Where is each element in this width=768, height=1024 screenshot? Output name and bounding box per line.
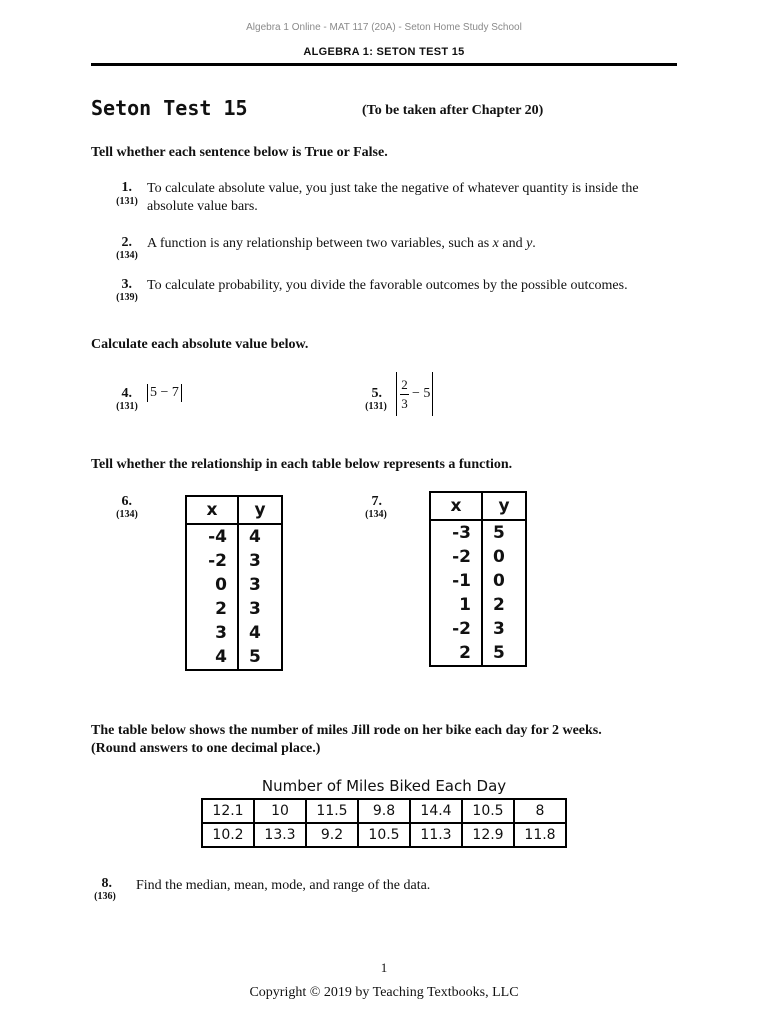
question-6-reference: (134) (116, 509, 138, 520)
question-8-reference: (136) (94, 891, 116, 902)
test-title: Seton Test 15 (91, 96, 248, 120)
x-value: 2 (430, 641, 482, 666)
miles-cell: 11.5 (306, 799, 358, 823)
table-row (186, 597, 282, 621)
question-2-text-middle: and (498, 236, 527, 251)
question-6-number: 6. (121, 494, 132, 509)
y-value: 3 (493, 619, 505, 639)
question-2-text-start: A function is any relationship between two variables, such as (147, 236, 493, 251)
question-7-number: 7. (371, 494, 382, 509)
miles-cell: 10.2 (202, 823, 254, 847)
table-row (186, 645, 282, 670)
x-value: -2 (186, 549, 238, 573)
course-title: ALGEBRA 1: SETON TEST 15 (303, 46, 465, 58)
question-3-reference: (139) (116, 292, 138, 303)
miles-cell: 9.8 (358, 799, 410, 823)
miles-cell: 10.5 (358, 823, 410, 847)
x-value: 1 (430, 593, 482, 617)
miles-cell: 14.4 (410, 799, 462, 823)
test-subtitle: (To be taken after Chapter 20) (362, 103, 544, 118)
question-7-reference: (134) (365, 509, 387, 520)
miles-instruction: The table below shows the number of miles Jill rode on her bike each day for 2 weeks. (91, 723, 602, 738)
y-value: 3 (249, 551, 261, 571)
question-1-number: 1. (121, 180, 132, 195)
question-2-number: 2. (121, 235, 132, 250)
y-value: 2 (493, 595, 505, 615)
miles-cell: 11.3 (410, 823, 462, 847)
fraction-numerator: 2 (401, 376, 408, 392)
question-5-expression (396, 372, 433, 416)
miles-cell: 11.8 (514, 823, 566, 847)
x-value: 4 (186, 645, 238, 670)
true-false-instruction: Tell whether each sentence below is True or False. (91, 145, 388, 160)
table-header-row (186, 496, 282, 524)
question-7-table (429, 491, 527, 667)
question-1-text (147, 180, 639, 216)
question-8-text: Find the median, mean, mode, and range of the data. (136, 878, 431, 893)
x-value: -2 (430, 617, 482, 641)
question-2-reference: (134) (116, 250, 138, 261)
question-1-line-2: absolute value bars. (147, 199, 258, 214)
question-5-reference: (131) (365, 401, 387, 412)
x-value: -2 (430, 545, 482, 569)
miles-table-title: Number of Miles Biked Each Day (261, 777, 507, 795)
x-value: -4 (186, 524, 238, 549)
y-value: 5 (493, 523, 505, 543)
y-value: 4 (249, 623, 261, 643)
y-value: 5 (493, 643, 505, 663)
fraction-denominator: 3 (401, 395, 408, 411)
miles-cell: 9.2 (306, 823, 358, 847)
miles-cell: 12.1 (202, 799, 254, 823)
fraction-bar (400, 394, 409, 395)
table-row (202, 823, 566, 847)
table-row (430, 520, 526, 545)
y-value: 4 (249, 527, 261, 547)
table-row (186, 573, 282, 597)
miles-cell: 10 (254, 799, 306, 823)
column-header-x: x (430, 492, 482, 520)
variable-y: y (526, 236, 533, 251)
page-number: 1 (380, 960, 388, 975)
table-row (430, 545, 526, 569)
question-8-number: 8. (101, 876, 112, 891)
table-row (430, 641, 526, 666)
x-value: -1 (430, 569, 482, 593)
question-4-number: 4. (121, 386, 132, 401)
miles-cell: 12.9 (462, 823, 514, 847)
table-row (430, 569, 526, 593)
question-6-table (185, 495, 283, 671)
miles-table (201, 798, 567, 848)
miles-cell: 13.3 (254, 823, 306, 847)
table-row (430, 593, 526, 617)
table-row (186, 549, 282, 573)
x-value: 2 (186, 597, 238, 621)
question-5-number: 5. (371, 386, 382, 401)
table-header-row (430, 492, 526, 520)
y-value: 0 (493, 547, 505, 567)
miles-cell: 8 (514, 799, 566, 823)
absolute-bar-right (432, 372, 433, 416)
rounding-instruction: (Round answers to one decimal place.) (91, 741, 321, 756)
question-4-reference: (131) (116, 401, 138, 412)
variable-x: x (492, 236, 499, 251)
miles-cell: 10.5 (462, 799, 514, 823)
question-3-number: 3. (121, 277, 132, 292)
absolute-value-instruction: Calculate each absolute value below. (91, 337, 309, 352)
x-value: 3 (186, 621, 238, 645)
y-value: 3 (249, 599, 261, 619)
question-2-text (147, 235, 536, 253)
x-value: 0 (186, 573, 238, 597)
header-rule (91, 63, 677, 66)
column-header-y: y (238, 496, 282, 524)
copyright: Copyright © 2019 by Teaching Textbooks, LLC (249, 985, 519, 1000)
question-2-text-end: . (532, 236, 536, 251)
y-value: 5 (249, 647, 261, 667)
question-3-text: To calculate probability, you divide the favorable outcomes by the possible outcomes. (147, 278, 628, 293)
column-header-x: x (186, 496, 238, 524)
question-1-reference: (131) (116, 196, 138, 207)
question-1-line-1: To calculate absolute value, you just take the negative of whatever quantity is inside the (147, 181, 639, 196)
table-row (202, 799, 566, 823)
question-4-expression (147, 384, 182, 402)
absolute-bar-left (396, 372, 397, 416)
table-row (186, 621, 282, 645)
fraction (400, 378, 409, 411)
absolute-bar-right (181, 384, 182, 402)
y-value: 3 (249, 575, 261, 595)
question-5-expression-rest: − 5 (412, 386, 431, 401)
x-value: -3 (430, 520, 482, 545)
y-value: 0 (493, 571, 505, 591)
table-row (430, 617, 526, 641)
table-row (186, 524, 282, 549)
function-instruction: Tell whether the relationship in each table below represents a function. (91, 457, 513, 472)
question-4-expression-text: 5 − 7 (150, 385, 179, 401)
column-header-y: y (482, 492, 526, 520)
site-header: Algebra 1 Online - MAT 117 (20A) - Seton Home Study School (246, 22, 522, 33)
